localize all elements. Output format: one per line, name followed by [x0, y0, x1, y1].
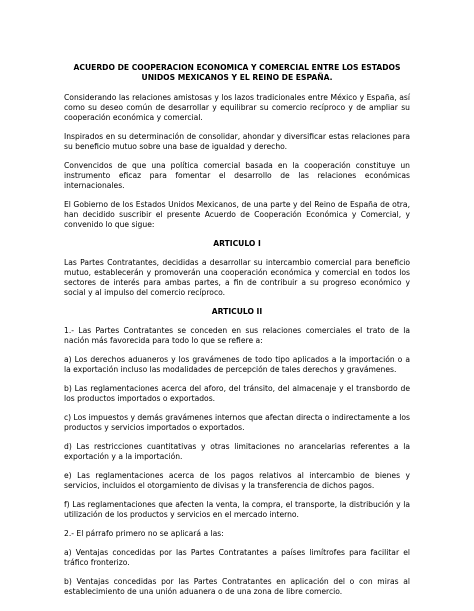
intro-paragraph-1: Considerando las relaciones amistosas y los lazos tradicionales entre México y España, así como su deseo común de desarrollar y equilibrar su comercio recíproco y de ampliar su cooperación económica y comercial.: [64, 93, 410, 122]
articulo-2-paragraph-1: 1.- Las Partes Contratantes se conceden en sus relaciones comerciales el trato de la nación más favorecida para todo lo que se refiere a:: [64, 326, 410, 345]
articulo-2-item-f: f) Las reglamentaciones que afecten la venta, la compra, el transporte, la distribución y la utilización de los productos y servicios en el mercado interno.: [64, 500, 410, 519]
intro-paragraph-4: El Gobierno de los Estados Unidos Mexicanos, de una parte y del Reino de España de otra, han decidido suscribir el presente Acuerdo de Cooperación Económica y Comercial, y convenido lo que sigue:: [64, 200, 410, 229]
articulo-2-heading: ARTICULO II: [211, 307, 263, 316]
articulo-2-item-b: b) Las reglamentaciones acerca del aforo, del tránsito, del almacenaje y el transbordo de los productos importados o exportados.: [64, 384, 410, 403]
articulo-2-item-e: e) Las reglamentaciones acerca de los pagos relativos al intercambio de bienes y servicios, incluidos el otorgamiento de divisas y la transferencia de dichos pagos.: [64, 471, 410, 490]
articulo-1-text: Las Partes Contratantes, decididas a desarrollar su intercambio comercial para beneficio mutuo, establecerán y promoverán una cooperación económica y comercial en todos los sectores de interés para ambas partes, a fin de contribuir a su progreso económico y social y al impulso del comercio recíproco.: [64, 258, 410, 297]
articulo-1-heading: ARTICULO I: [213, 239, 261, 248]
articulo-2-exception-a: a) Ventajas concedidas por las Partes Contratantes a países limítrofes para facilitar el tráfico fronterizo.: [64, 548, 410, 567]
articulo-2-item-d: d) Las restricciones cuantitativas y otras limitaciones no arancelarias referentes a la exportación y a la importación.: [64, 442, 410, 461]
articulo-2-paragraph-2: 2.- El párrafo primero no se aplicará a las:: [64, 529, 224, 538]
articulo-2-item-c: c) Los impuestos y demás gravámenes internos que afectan directa o indirectamente a los productos y servicios importados o exportados.: [64, 413, 410, 432]
intro-paragraph-3: Convencidos de que una política comercial basada en la cooperación constituye un instrumento eficaz para fomentar el desarrollo de las relaciones económicas internacionales.: [64, 161, 410, 190]
intro-paragraph-2: Inspirados en su determinación de consolidar, ahondar y diversificar estas relaciones para su beneficio mutuo sobre una base de igualdad y derecho.: [64, 132, 410, 151]
articulo-2-exception-b: b) Ventajas concedidas por las Partes Contratantes en aplicación del o con miras al establecimiento de una unión aduanera o de una zona de libre comercio.: [64, 577, 410, 596]
document-title: ACUERDO DE COOPERACION ECONOMICA Y COMERCIAL ENTRE LOS ESTADOS UNIDOS MEXICANOS Y EL REINO DE ESPAÑA.: [73, 63, 401, 82]
articulo-2-item-a: a) Los derechos aduaneros y los gravámenes de todo tipo aplicados a la importación o a la exportación incluso las modalidades de percepción de tales derechos y gravámenes.: [64, 355, 410, 374]
